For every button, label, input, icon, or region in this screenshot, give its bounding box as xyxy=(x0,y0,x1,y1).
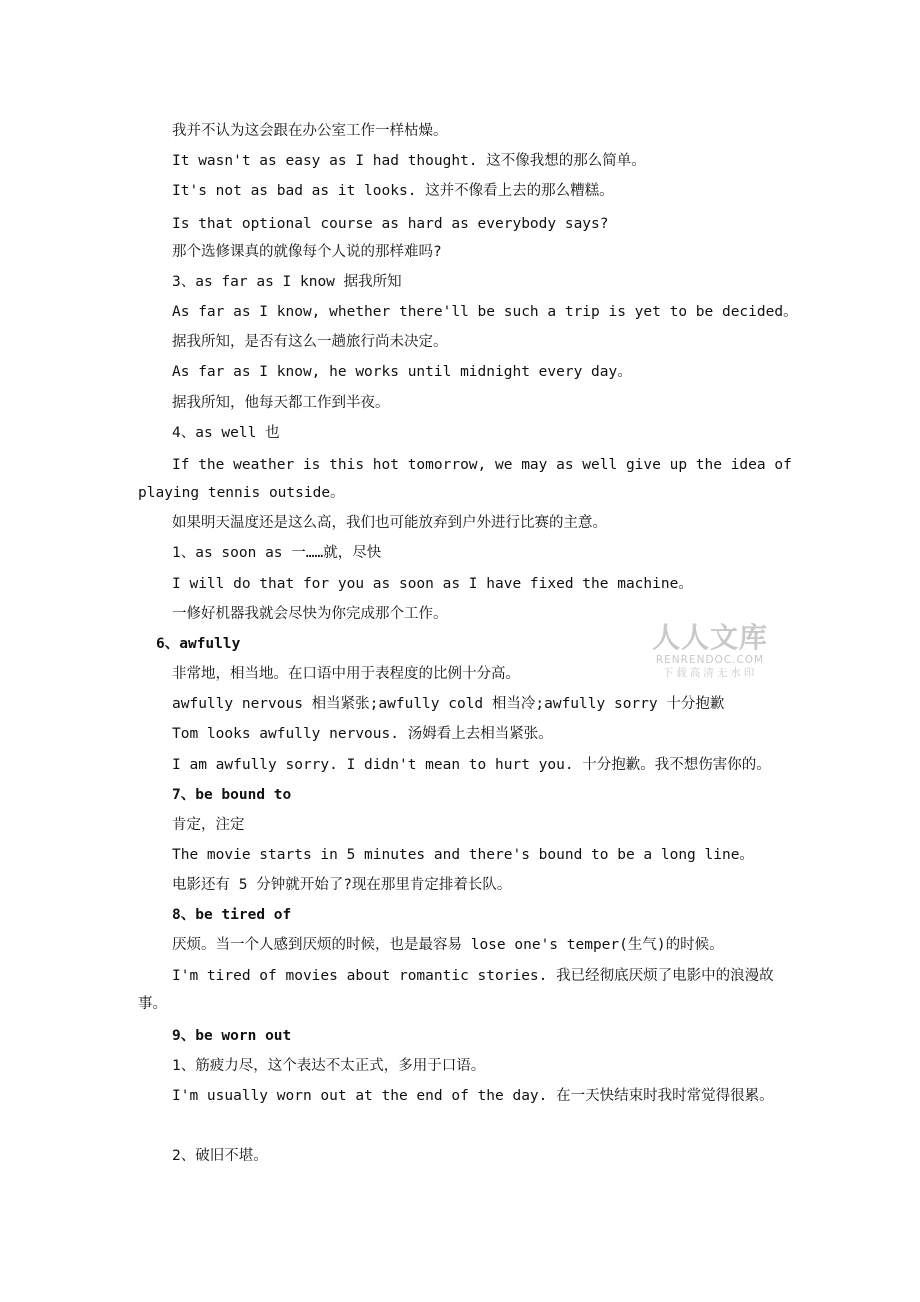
text-line: As far as I know, whether there'll be such a trip is yet to be decided。 xyxy=(172,304,798,320)
section-heading: 8、be tired of xyxy=(172,907,292,923)
text-line: I am awfully sorry. I didn't mean to hurt you. 十分抱歉。我不想伤害你的。 xyxy=(172,757,771,773)
section-heading: 4、as well 也 xyxy=(172,425,280,441)
text-line: I'm usually worn out at the end of the day. 在一天快结束时我时常觉得很累。 xyxy=(172,1088,774,1104)
text-line-continuation: 事。 xyxy=(138,996,167,1012)
text-line: As far as I know, he works until midnight every day。 xyxy=(172,364,632,380)
text-line: 厌烦。当一个人感到厌烦的时候，也是最容易 lose one's temper(生气)的时候。 xyxy=(172,937,724,953)
text-line: 我并不认为这会跟在办公室工作一样枯燥。 xyxy=(172,123,448,139)
text-line: I'm tired of movies about romantic stories. 我已经彻底厌烦了电影中的浪漫故 xyxy=(172,968,774,984)
text-line: If the weather is this hot tomorrow, we may as well give up the idea of xyxy=(172,457,792,473)
text-line: awfully nervous 相当紧张;awfully cold 相当冷;awfully sorry 十分抱歉 xyxy=(172,696,725,712)
text-line: 那个选修课真的就像每个人说的那样难吗? xyxy=(172,244,442,260)
text-line: 一修好机器我就会尽快为你完成那个工作。 xyxy=(172,606,448,622)
text-line: I will do that for you as soon as I have fixed the machine。 xyxy=(172,576,693,592)
text-line: Is that optional course as hard as everybody says? xyxy=(172,216,609,232)
text-line: 如果明天温度还是这么高，我们也可能放弃到户外进行比赛的主意。 xyxy=(172,515,607,531)
watermark-domain: RENRENDOC.COM xyxy=(655,654,765,666)
section-heading: 1、as soon as 一……就，尽快 xyxy=(172,545,382,561)
text-line: 肯定，注定 xyxy=(172,817,245,833)
text-line: 1、筋疲力尽，这个表达不太正式，多用于口语。 xyxy=(172,1058,486,1074)
section-heading: 6、awfully xyxy=(156,636,241,652)
text-line: The movie starts in 5 minutes and there's bound to be a long line。 xyxy=(172,847,754,863)
text-line: It wasn't as easy as I had thought. 这不像我想的那么简单。 xyxy=(172,153,646,169)
watermark-logo xyxy=(648,622,772,680)
text-line: 据我所知，他每天都工作到半夜。 xyxy=(172,395,390,411)
watermark-tagline: 下载高清无水印 xyxy=(662,667,758,679)
text-line: 2、破旧不堪。 xyxy=(172,1148,268,1164)
text-line: 据我所知，是否有这么一趟旅行尚未决定。 xyxy=(172,334,448,350)
text-line: 非常地，相当地。在口语中用于表程度的比例十分高。 xyxy=(172,666,520,682)
text-line: It's not as bad as it looks. 这并不像看上去的那么糟糕。 xyxy=(172,183,614,199)
text-line: Tom looks awfully nervous. 汤姆看上去相当紧张。 xyxy=(172,726,553,742)
watermark-title: 人人文库 xyxy=(651,621,768,654)
section-heading: 9、be worn out xyxy=(172,1028,292,1044)
text-line: 电影还有 5 分钟就开始了?现在那里肯定排着长队。 xyxy=(172,877,512,893)
section-heading: 7、be bound to xyxy=(172,787,292,803)
section-heading: 3、as far as I know 据我所知 xyxy=(172,274,402,290)
text-line-continuation: playing tennis outside。 xyxy=(138,485,345,501)
